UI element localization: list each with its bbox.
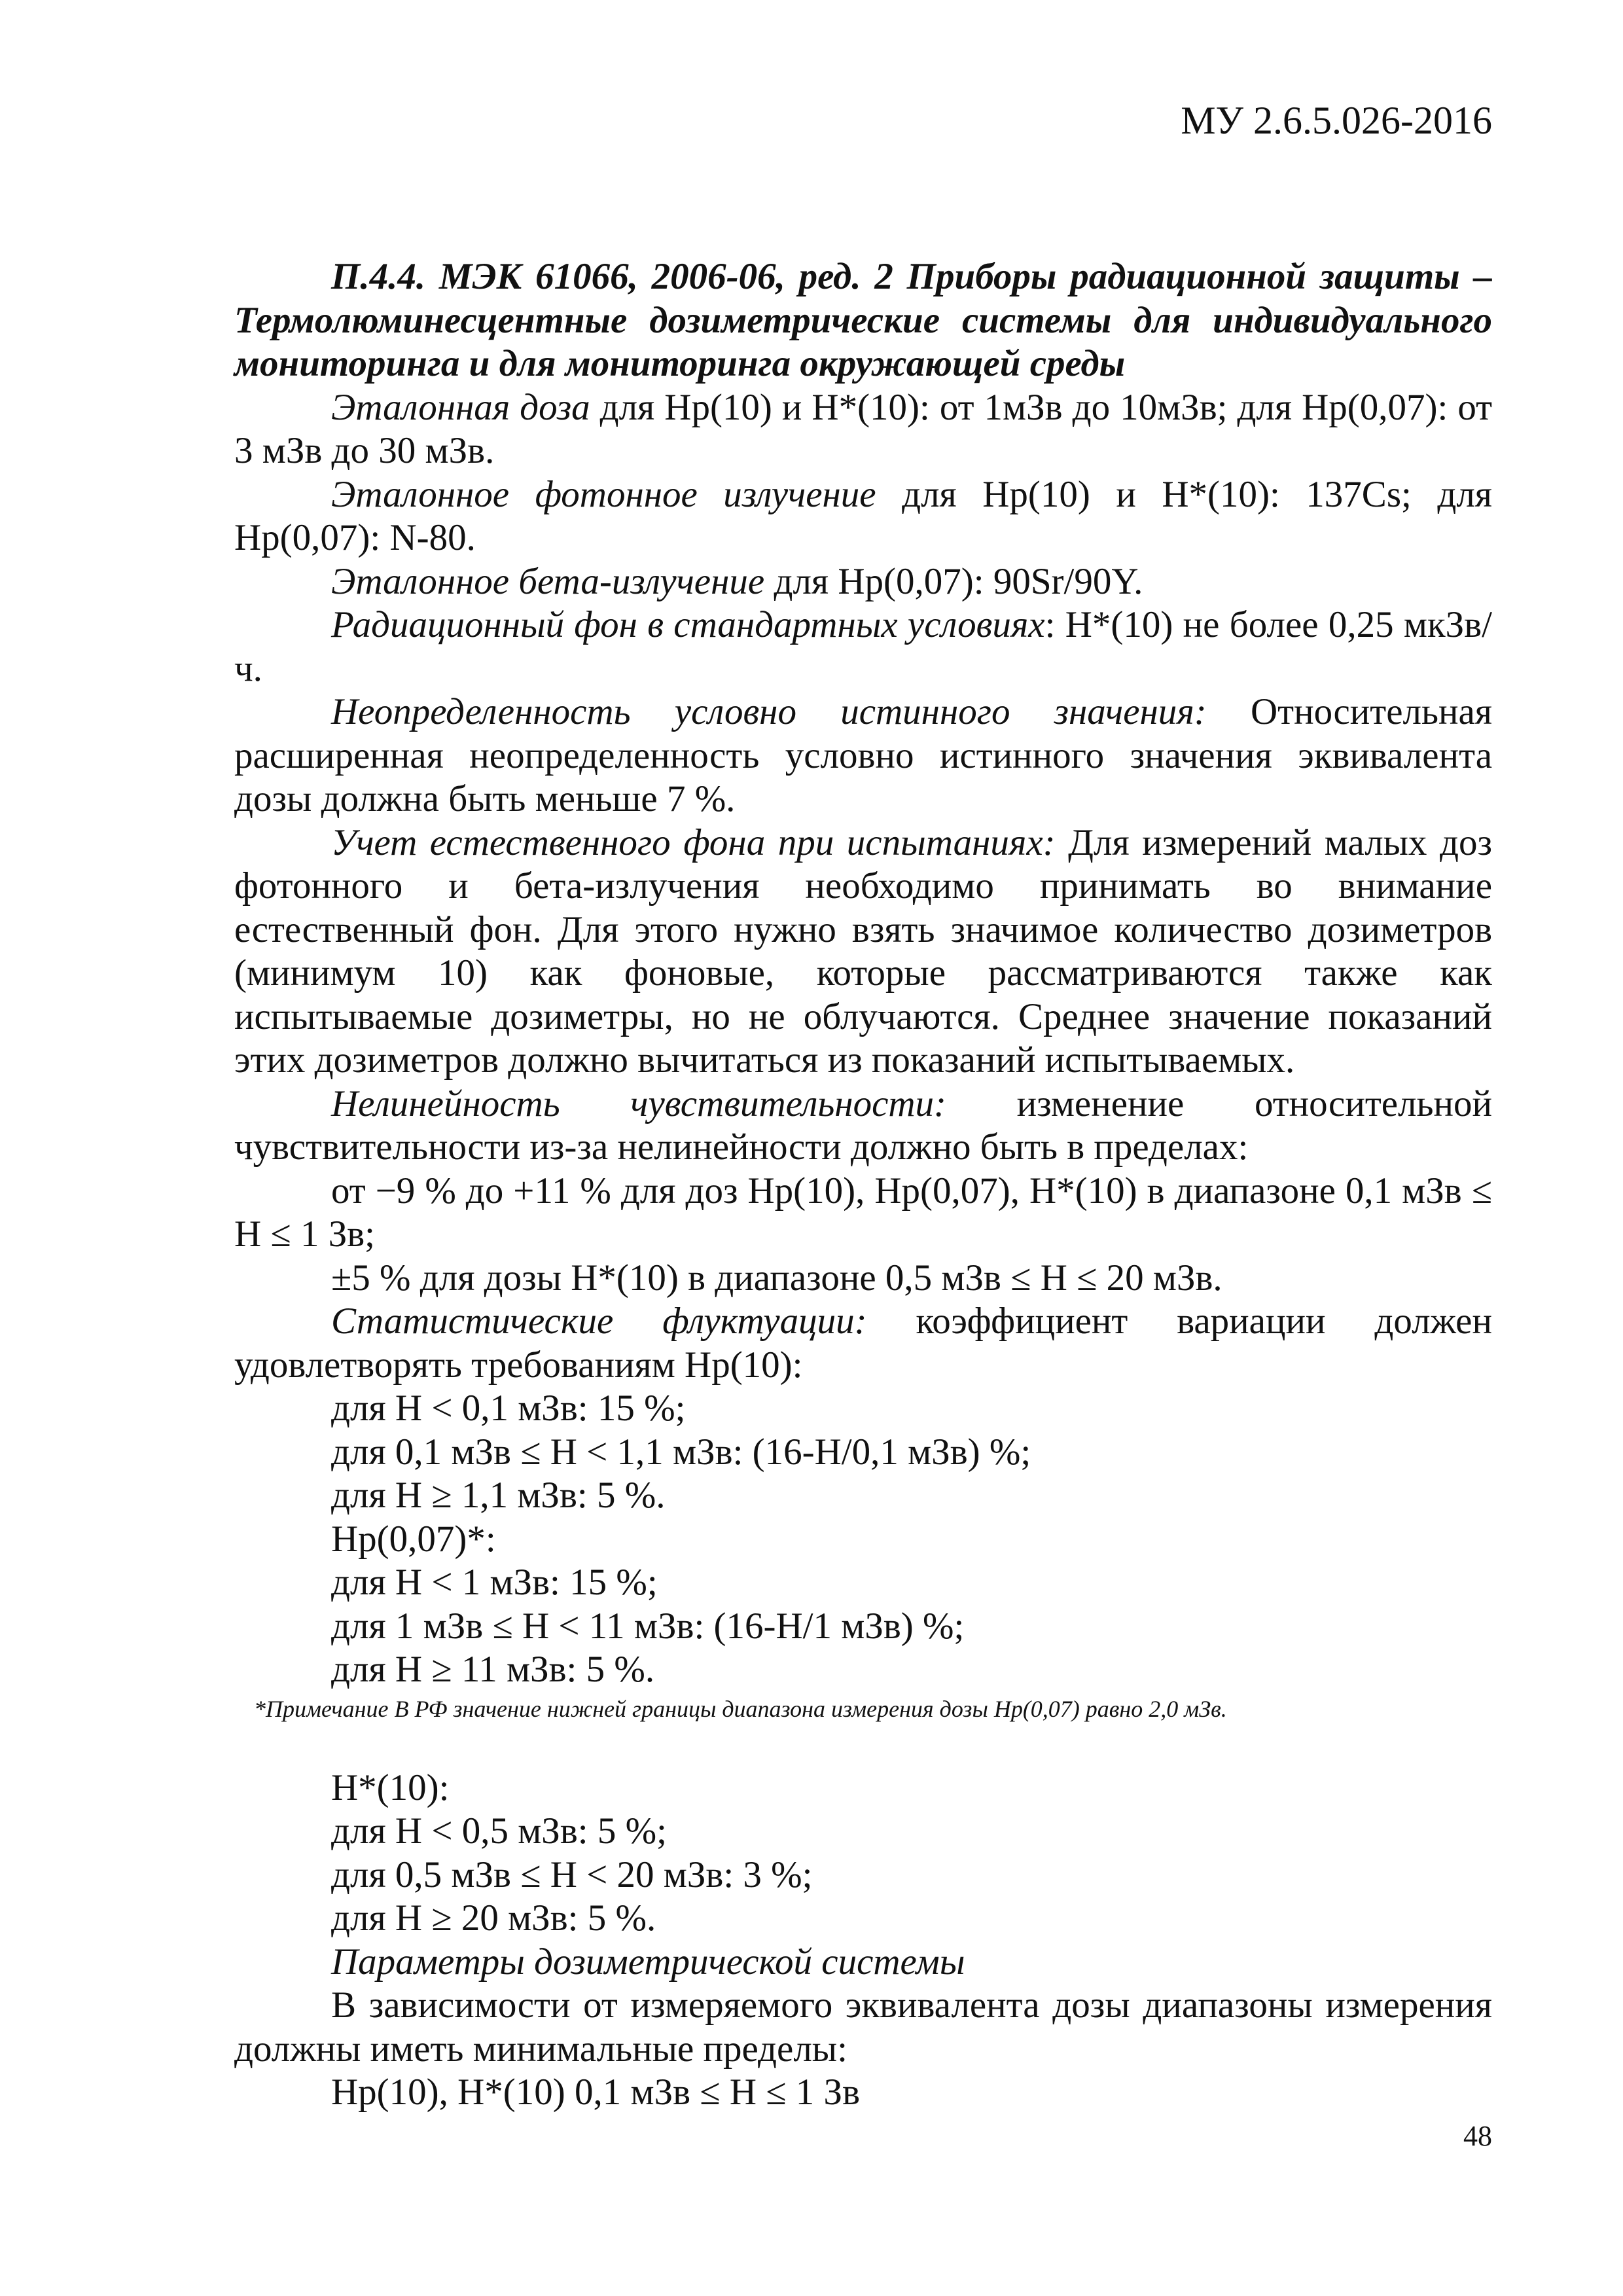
ref-dose-text: для Hp(10) и H*(10): от 1мЗв до 10мЗв; для Hp(0,07): от 3 мЗв до 30 мЗв. [234, 386, 1492, 471]
params-range: Hp(10), H*(10) 0,1 мЗв ≤ H ≤ 1 Зв [331, 2072, 860, 2113]
photon-paragraph [234, 473, 1492, 560]
params-heading [234, 1941, 1492, 1984]
background-paragraph [234, 603, 1492, 691]
nonlinearity-text: изменение относительной чувствительности из-за нелинейности должно быть в пределах: [234, 1083, 1493, 1168]
statistics-label: Статистические флуктуации: [331, 1300, 867, 1342]
hp10-limit-item: для H ≥ 1,1 мЗв: 5 %. [331, 1475, 666, 1516]
beta-label: Эталонное бета-излучение [331, 560, 765, 602]
nonlinearity-range-1: от −9 % до +11 % для доз Hp(10), Hp(0,07), H*(10) в диапазоне 0,1 мЗв ≤ H ≤ 1 Зв; [234, 1170, 1492, 1255]
nonlinearity-range-2: ±5 % для дозы H*(10) в диапазоне 0,5 мЗв ≤ H ≤ 20 мЗв. [331, 1257, 1222, 1299]
footnote: *Примечание В РФ значение нижней границы диапазона измерения дозы Hp(0,07) равно 2,0 мЗв. [254, 1695, 1227, 1722]
hp007-limit-item: для H ≥ 11 мЗв: 5 %. [331, 1649, 655, 1690]
hp10-limit-item: для H < 0,1 мЗв: 15 %; [331, 1388, 686, 1429]
natural-background-text: Для измерений малых доз фотонного и бета-излучения необходимо принимать во внимание естественный фон. Для этого нужно взять значимое количество дозиметров (минимум 10) как фоновые, которые рассматриваются также как испытываемые дозиметры, но не облучаются. Среднее значение показаний этих дозиметров должно вычитаться из показаний испытываемых. [234, 821, 1492, 1081]
natural-background-paragraph [234, 821, 1492, 1083]
hp007-limit-item: для 1 мЗв ≤ H < 11 мЗв: (16-H/1 мЗв) %; [331, 1605, 965, 1647]
natural-background-label: Учет естественного фона при испытаниях: [331, 821, 1056, 863]
page-number: 48 [1463, 2120, 1492, 2152]
document-code: МУ 2.6.5.026-2016 [1181, 99, 1492, 142]
nonlinearity-label: Нелинейность чувствительности: [331, 1083, 947, 1124]
uncertainty-text: Относительная расширенная неопределенность условно истинного значения эквивалента дозы должна быть меньше 7 %. [234, 691, 1492, 819]
background-text: : H*(10) не более 0,25 мкЗв/ч. [234, 604, 1492, 689]
uncertainty-label: Неопределенность условно истинного значения: [331, 691, 1207, 732]
params-paragraph: В зависимости от измеряемого эквивалента дозы диапазоны измерения должны иметь минимальные пределы: [234, 1984, 1492, 2070]
nonlinearity-paragraph [234, 1083, 1492, 1170]
hstar-heading: H*(10): [331, 1767, 450, 1808]
statistics-text: коэффициент вариации должен удовлетворять требованиям Hp(10): [234, 1300, 1492, 1386]
hstar-limit-item: для H < 0,5 мЗв: 5 %; [331, 1810, 667, 1852]
ref-dose-paragraph [234, 386, 1492, 473]
params-heading-text: Параметры дозиметрической системы [331, 1941, 965, 1982]
statistics-paragraph [234, 1300, 1492, 1387]
page-content [234, 255, 1492, 2115]
hp10-limit-item: для 0,1 мЗв ≤ H < 1,1 мЗв: (16-H/0,1 мЗв) %; [331, 1431, 1031, 1473]
hstar-limit-item: для H ≥ 20 мЗв: 5 %. [331, 1897, 656, 1939]
uncertainty-paragraph [234, 691, 1492, 821]
photon-label: Эталонное фотонное излучение [331, 473, 876, 515]
section-heading: П.4.4. МЭК 61066, 2006-06, ред. 2 Приборы радиационной защиты – Термолюминесцентные дозиметрические системы для индивидуального мониторинга и для мониторинга окружающей среды [234, 256, 1492, 384]
hstar-limit-item: для 0,5 мЗв ≤ H < 20 мЗв: 3 %; [331, 1854, 813, 1895]
hp007-heading: Hp(0,07)*: [331, 1518, 496, 1560]
background-label: Радиационный фон в стандартных условиях [331, 604, 1045, 645]
beta-paragraph [234, 560, 1492, 604]
beta-text: для Hp(0,07): 90Sr/90Y. [764, 560, 1143, 602]
photon-text: для Hp(10) и H*(10): 137Cs; для Hp(0,07): N-80. [234, 473, 1492, 558]
hp007-limit-item: для H < 1 мЗв: 15 %; [331, 1562, 658, 1603]
ref-dose-label: Эталонная доза [331, 386, 590, 428]
